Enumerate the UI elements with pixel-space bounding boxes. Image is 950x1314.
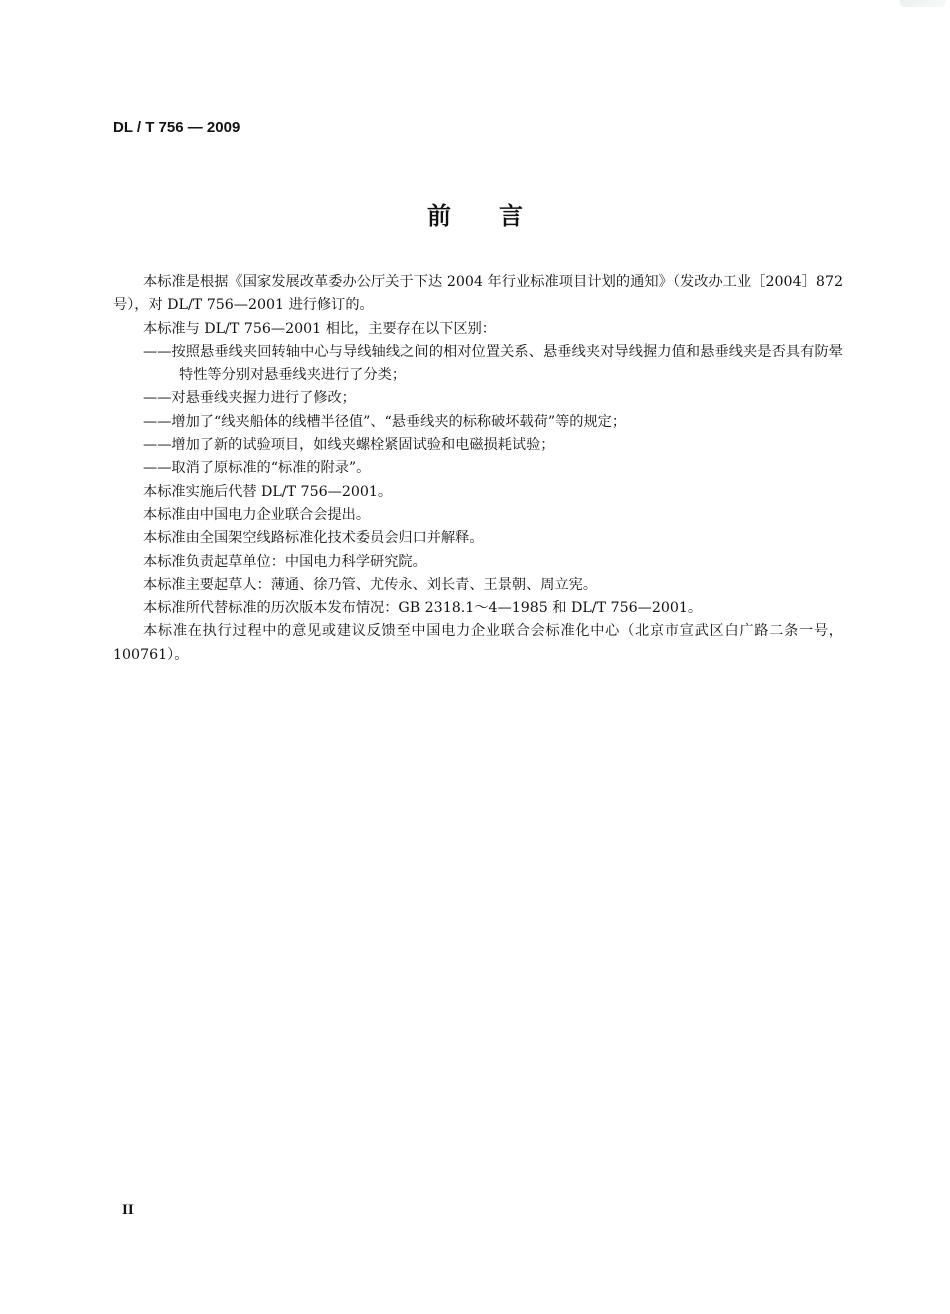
list-item: ——按照悬垂线夹回转轴中心与导线轴线之间的相对位置关系、悬垂线夹对导线握力值和悬垂线夹是否具有防晕特性等分别对悬垂线夹进行了分类； — [143, 343, 843, 384]
list-item: ——增加了“线夹船体的线槽半径值”、“悬垂线夹的标称破坏载荷”等的规定； — [143, 413, 627, 430]
paragraph-interpreted-by: 本标准由全国架空线路标准化技术委员会归口并解释。 — [143, 530, 484, 547]
list-item: ——取消了原标准的“标准的附录”。 — [143, 460, 371, 477]
paragraph-drafters: 本标准主要起草人：薄通、徐乃管、尤传永、刘长青、王景朝、周立宪。 — [143, 576, 598, 593]
page-number: II — [122, 1202, 134, 1218]
paragraph-differences-intro: 本标准与 DL/T 756—2001 相比，主要存在以下区别： — [143, 320, 496, 337]
standard-code: DL / T 756 — 2009 — [113, 119, 241, 136]
scan-artifact — [900, 0, 946, 7]
paragraph-drafting-unit: 本标准负责起草单位：中国电力科学研究院。 — [143, 553, 427, 570]
paragraph-replaces: 本标准实施后代替 DL/T 756—2001。 — [143, 483, 393, 500]
list-item: ——对悬垂线夹握力进行了修改； — [143, 390, 356, 407]
page-title: 前言 — [427, 202, 571, 230]
paragraph-proposed-by: 本标准由中国电力企业联合会提出。 — [143, 506, 371, 523]
preface-body — [113, 271, 843, 667]
list-item: ——增加了新的试验项目，如线夹螺栓紧固试验和电磁损耗试验； — [143, 437, 555, 454]
paragraph-history: 本标准所代替标准的历次版本发布情况：GB 2318.1～4—1985 和 DL/T 756—2001。 — [143, 600, 703, 617]
paragraph-basis: 本标准是根据《国家发展改革委办公厅关于下达 2004 年行业标准项目计划的通知》（发改办工业［2004］872 号），对 DL/T 756—2001 进行修订的。 — [113, 274, 843, 314]
paragraph-feedback: 本标准在执行过程中的意见或建议反馈至中国电力企业联合会标准化中心（北京市宣武区白广路二条一号，100761）。 — [113, 623, 843, 663]
